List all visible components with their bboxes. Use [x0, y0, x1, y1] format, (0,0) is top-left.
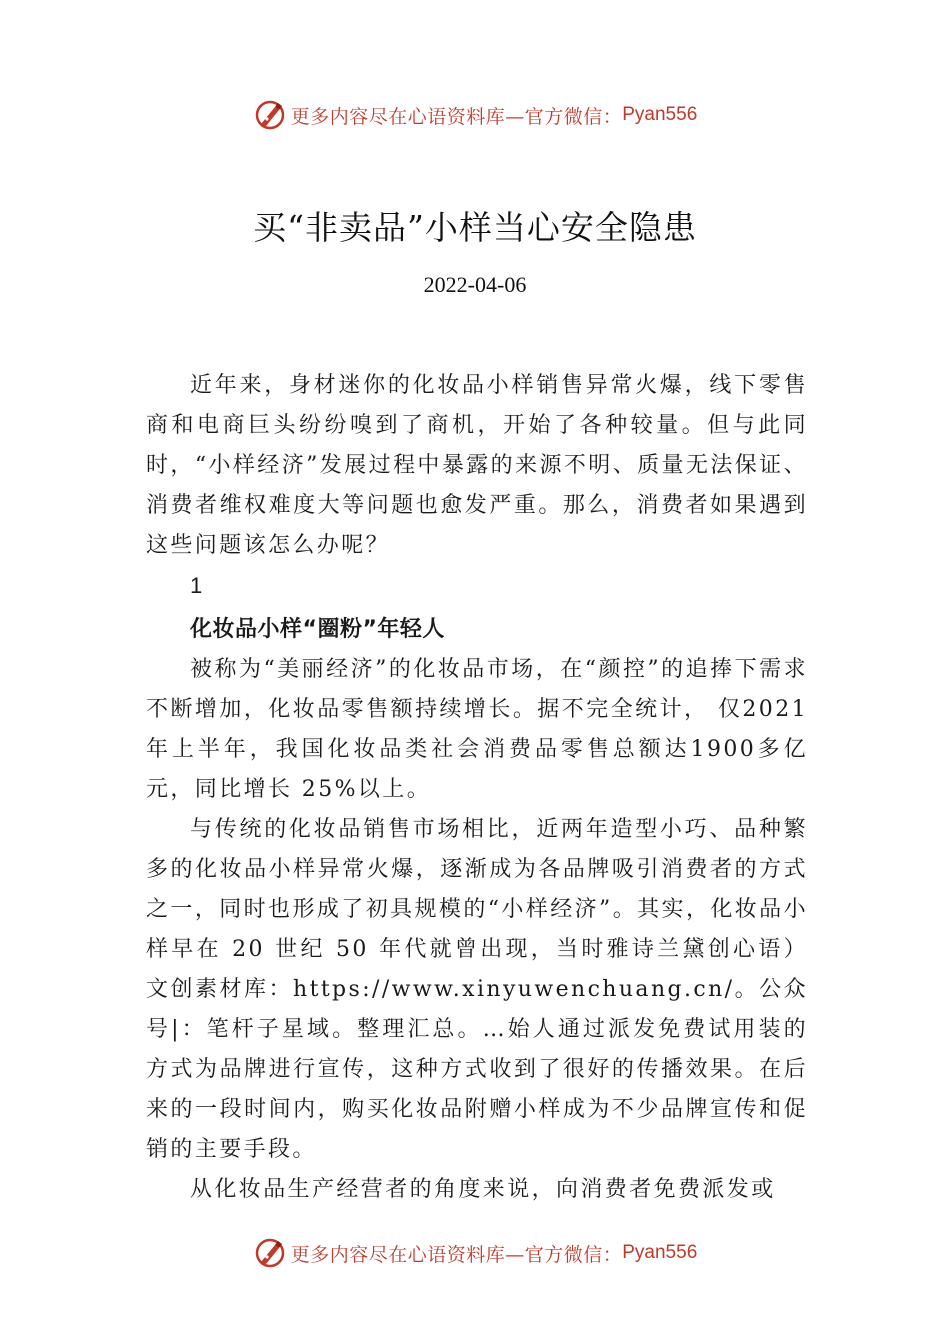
section-heading: 化妆品小样“圈粉”年轻人 — [190, 617, 445, 642]
watermark-site-text: 更多内容尽在心语资料库—官方微信： — [290, 1243, 623, 1266]
body-paragraph: 被称为“美丽经济”的化妆品市场，在“颜控”的追捧下需求不断增加，化妆品零售额持续增长。据不完全统计， 仅2021年上半年，我国化妆品类社会消费品零售总额达1900多亿元，同比增长 25%以上。 — [146, 657, 808, 802]
article-date: 2022-04-06 — [423, 272, 527, 297]
footer-watermark — [0, 1233, 950, 1273]
watermark-site-text: 更多内容尽在心语资料库—官方微信： — [290, 105, 623, 128]
body-paragraph: 从化妆品生产经营者的角度来说，向消费者免费派发或 — [190, 1177, 776, 1202]
pen-nib-logo-icon — [253, 98, 287, 132]
watermark-wechat-id: Pyan556 — [622, 104, 698, 125]
pen-nib-logo-icon — [253, 1236, 287, 1270]
article-title: 买“非卖品”小样当心安全隐患 — [253, 208, 697, 247]
intro-paragraph: 近年来，身材迷你的化妆品小样销售异常火爆，线下零售商和电商巨头纷纷嗅到了商机，开始了各种较量。但与此同时，“小样经济”发展过程中暴露的来源不明、质量无法保证、消费者维权难度大等问题也愈发严重。那么，消费者如果遇到这些问题该怎么办呢？ — [146, 373, 808, 558]
article-body — [146, 366, 808, 1210]
watermark-wechat-id: Pyan556 — [622, 1242, 698, 1263]
header-watermark — [0, 95, 950, 135]
section-number: 1 — [190, 573, 205, 598]
body-paragraph: 与传统的化妆品销售市场相比，近两年造型小巧、品种繁多的化妆品小样异常火爆，逐渐成为各品牌吸引消费者的方式之一，同时也形成了初具规模的“小样经济”。其实，化妆品小样早在 20 世纪 50 年代就曾出现，当时雅诗兰黛创心语）文创素材库：https://www.xinyuwenchuang.cn/。公众号|：笔杆子星域。整理汇总。…始人通过派发免费试用装的方式为品牌进行宣传，这种方式收到了很好的传播效果。在后来的一段时间内，购买化妆品附赠小样成为不少品牌宣传和促销的主要手段。 — [146, 817, 808, 1162]
